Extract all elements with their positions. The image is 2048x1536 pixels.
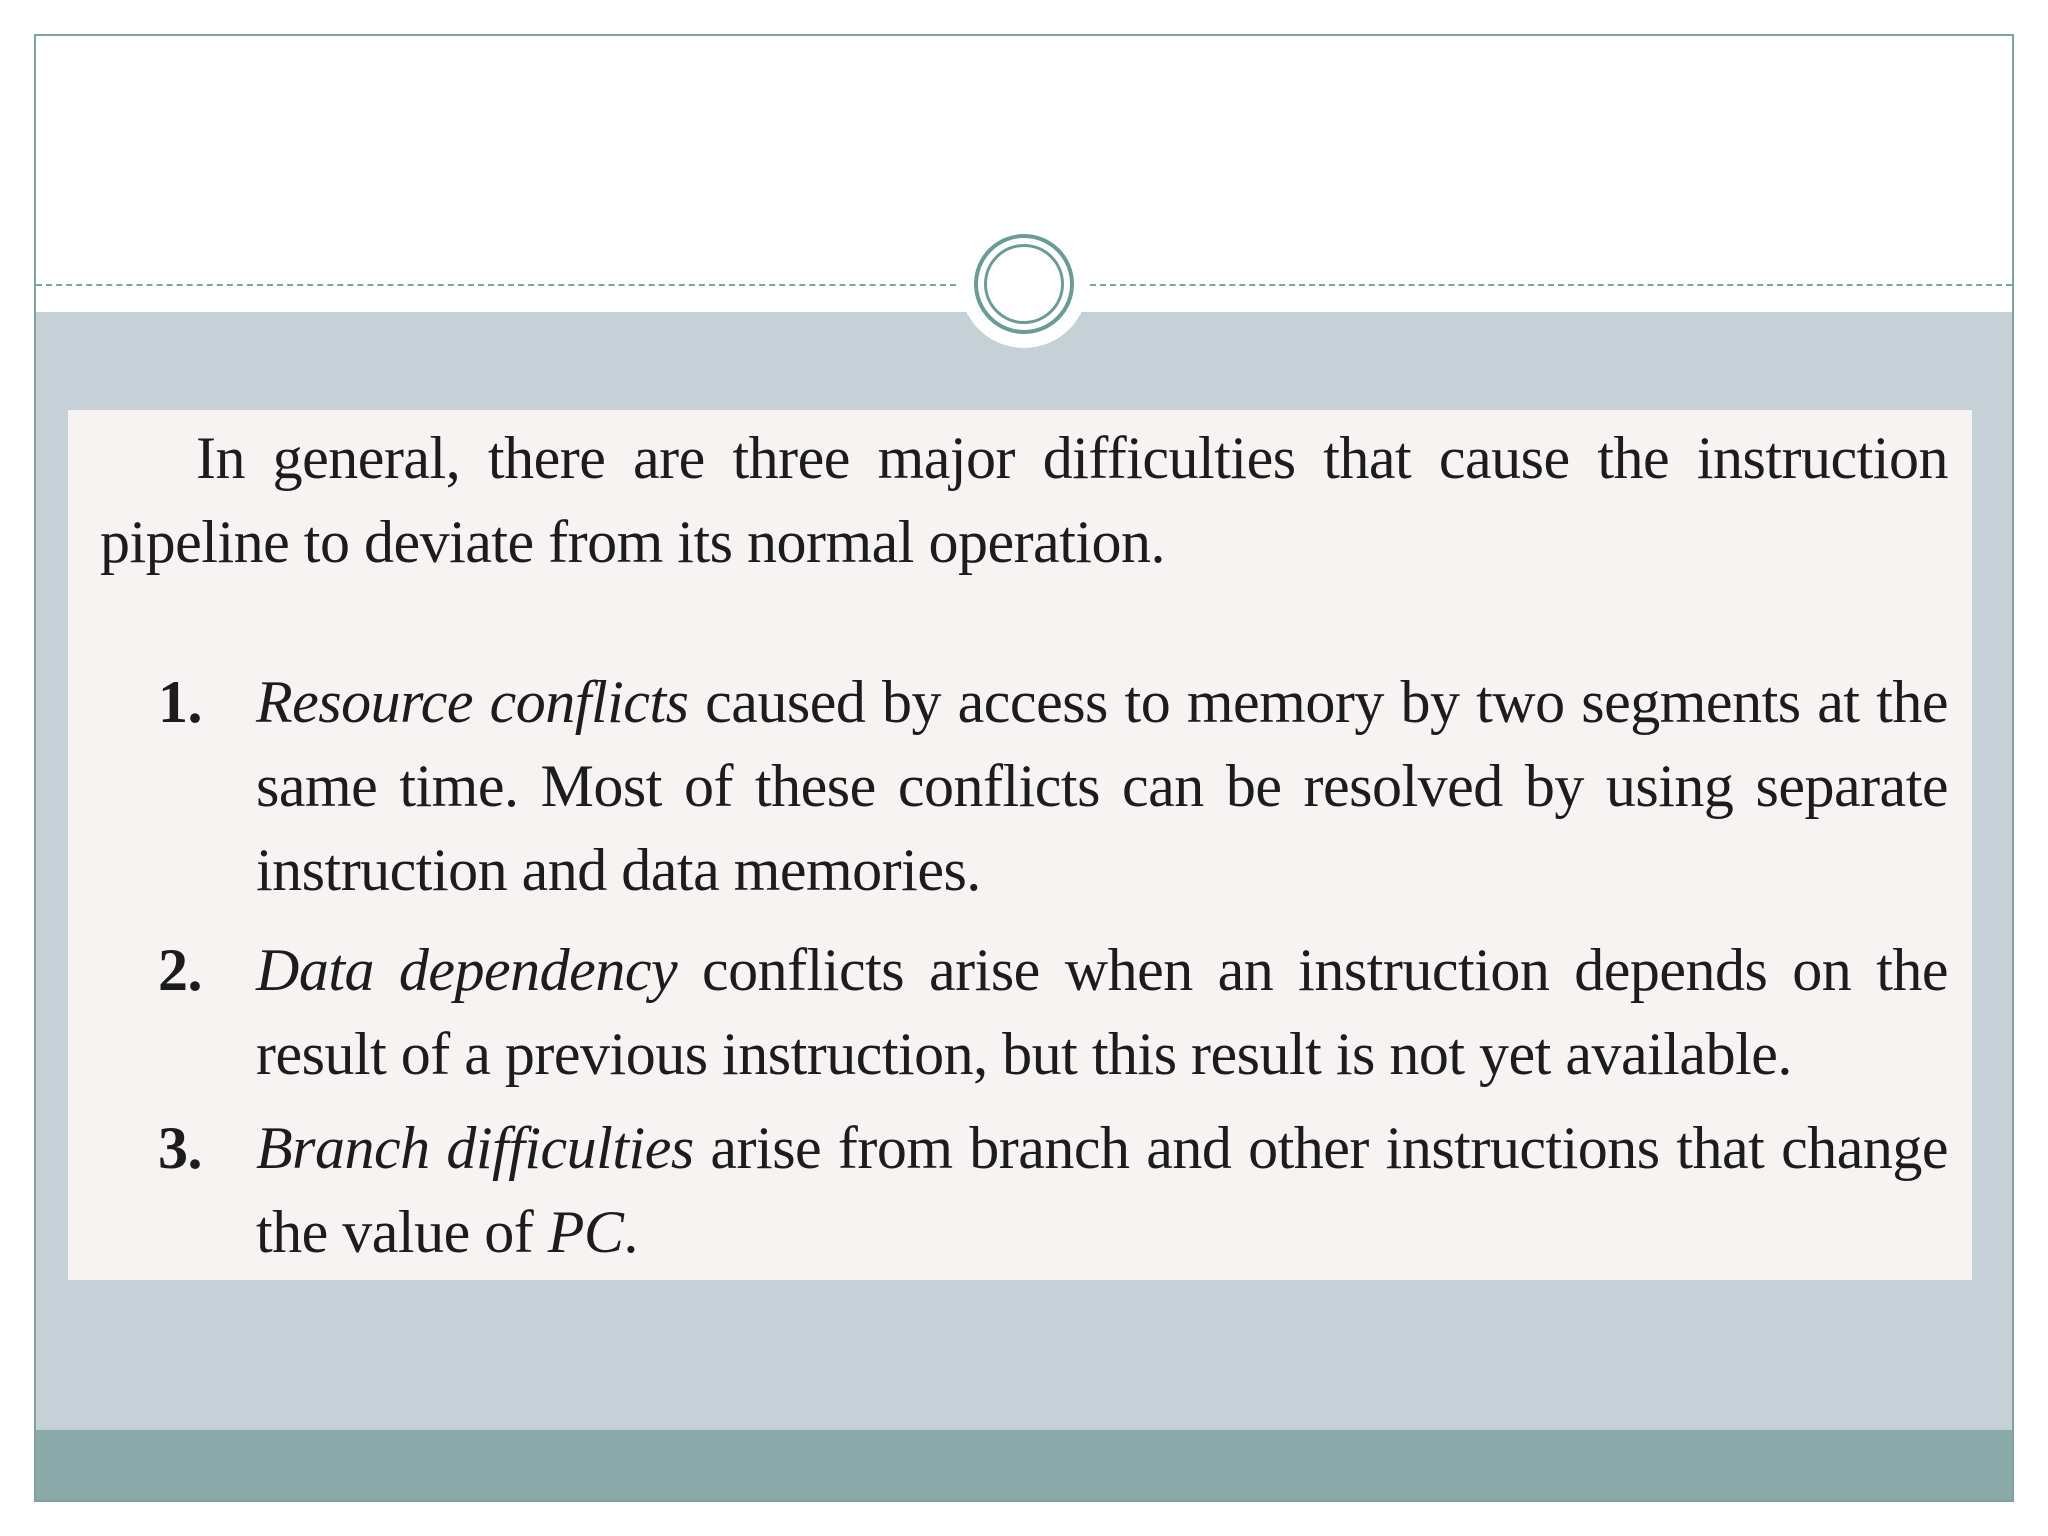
divider-line-left (36, 284, 956, 286)
item-number: 3. (158, 1115, 202, 1181)
list-item (128, 928, 1948, 1096)
item-number: 2. (158, 937, 202, 1003)
item-term: Resource conflicts (256, 669, 689, 735)
scanned-text-image (68, 410, 1972, 1280)
item-term-pc: PC (547, 1199, 624, 1265)
divider-line-right (1090, 284, 2012, 286)
item-text: caused by access to memory by two segments at the same time. Most of these conflicts can be resolved by using separate instruction and data memories. (256, 669, 1948, 903)
list-item (128, 660, 1948, 912)
item-number: 1. (158, 669, 202, 735)
difficulties-list (128, 660, 1948, 1280)
item-term: Data dependency (256, 937, 678, 1003)
circle-ornament-inner (984, 244, 1064, 324)
item-term: Branch difficulties (256, 1115, 694, 1181)
item-text: arise from branch and other instructions that change the value of (256, 1115, 1948, 1265)
list-item (128, 1106, 1948, 1274)
item-text: conflicts arise when an instruction depends on the result of a previous instruction, but this result is not yet available. (256, 937, 1949, 1087)
intro-paragraph: In general, there are three major difficulties that cause the instruction pipeline to deviate from its normal operation. (100, 425, 1948, 575)
item-body (256, 1106, 1948, 1274)
item-tail: . (623, 1199, 638, 1265)
item-body (256, 928, 1948, 1096)
footer-band (36, 1430, 2012, 1500)
item-body (256, 660, 1948, 912)
